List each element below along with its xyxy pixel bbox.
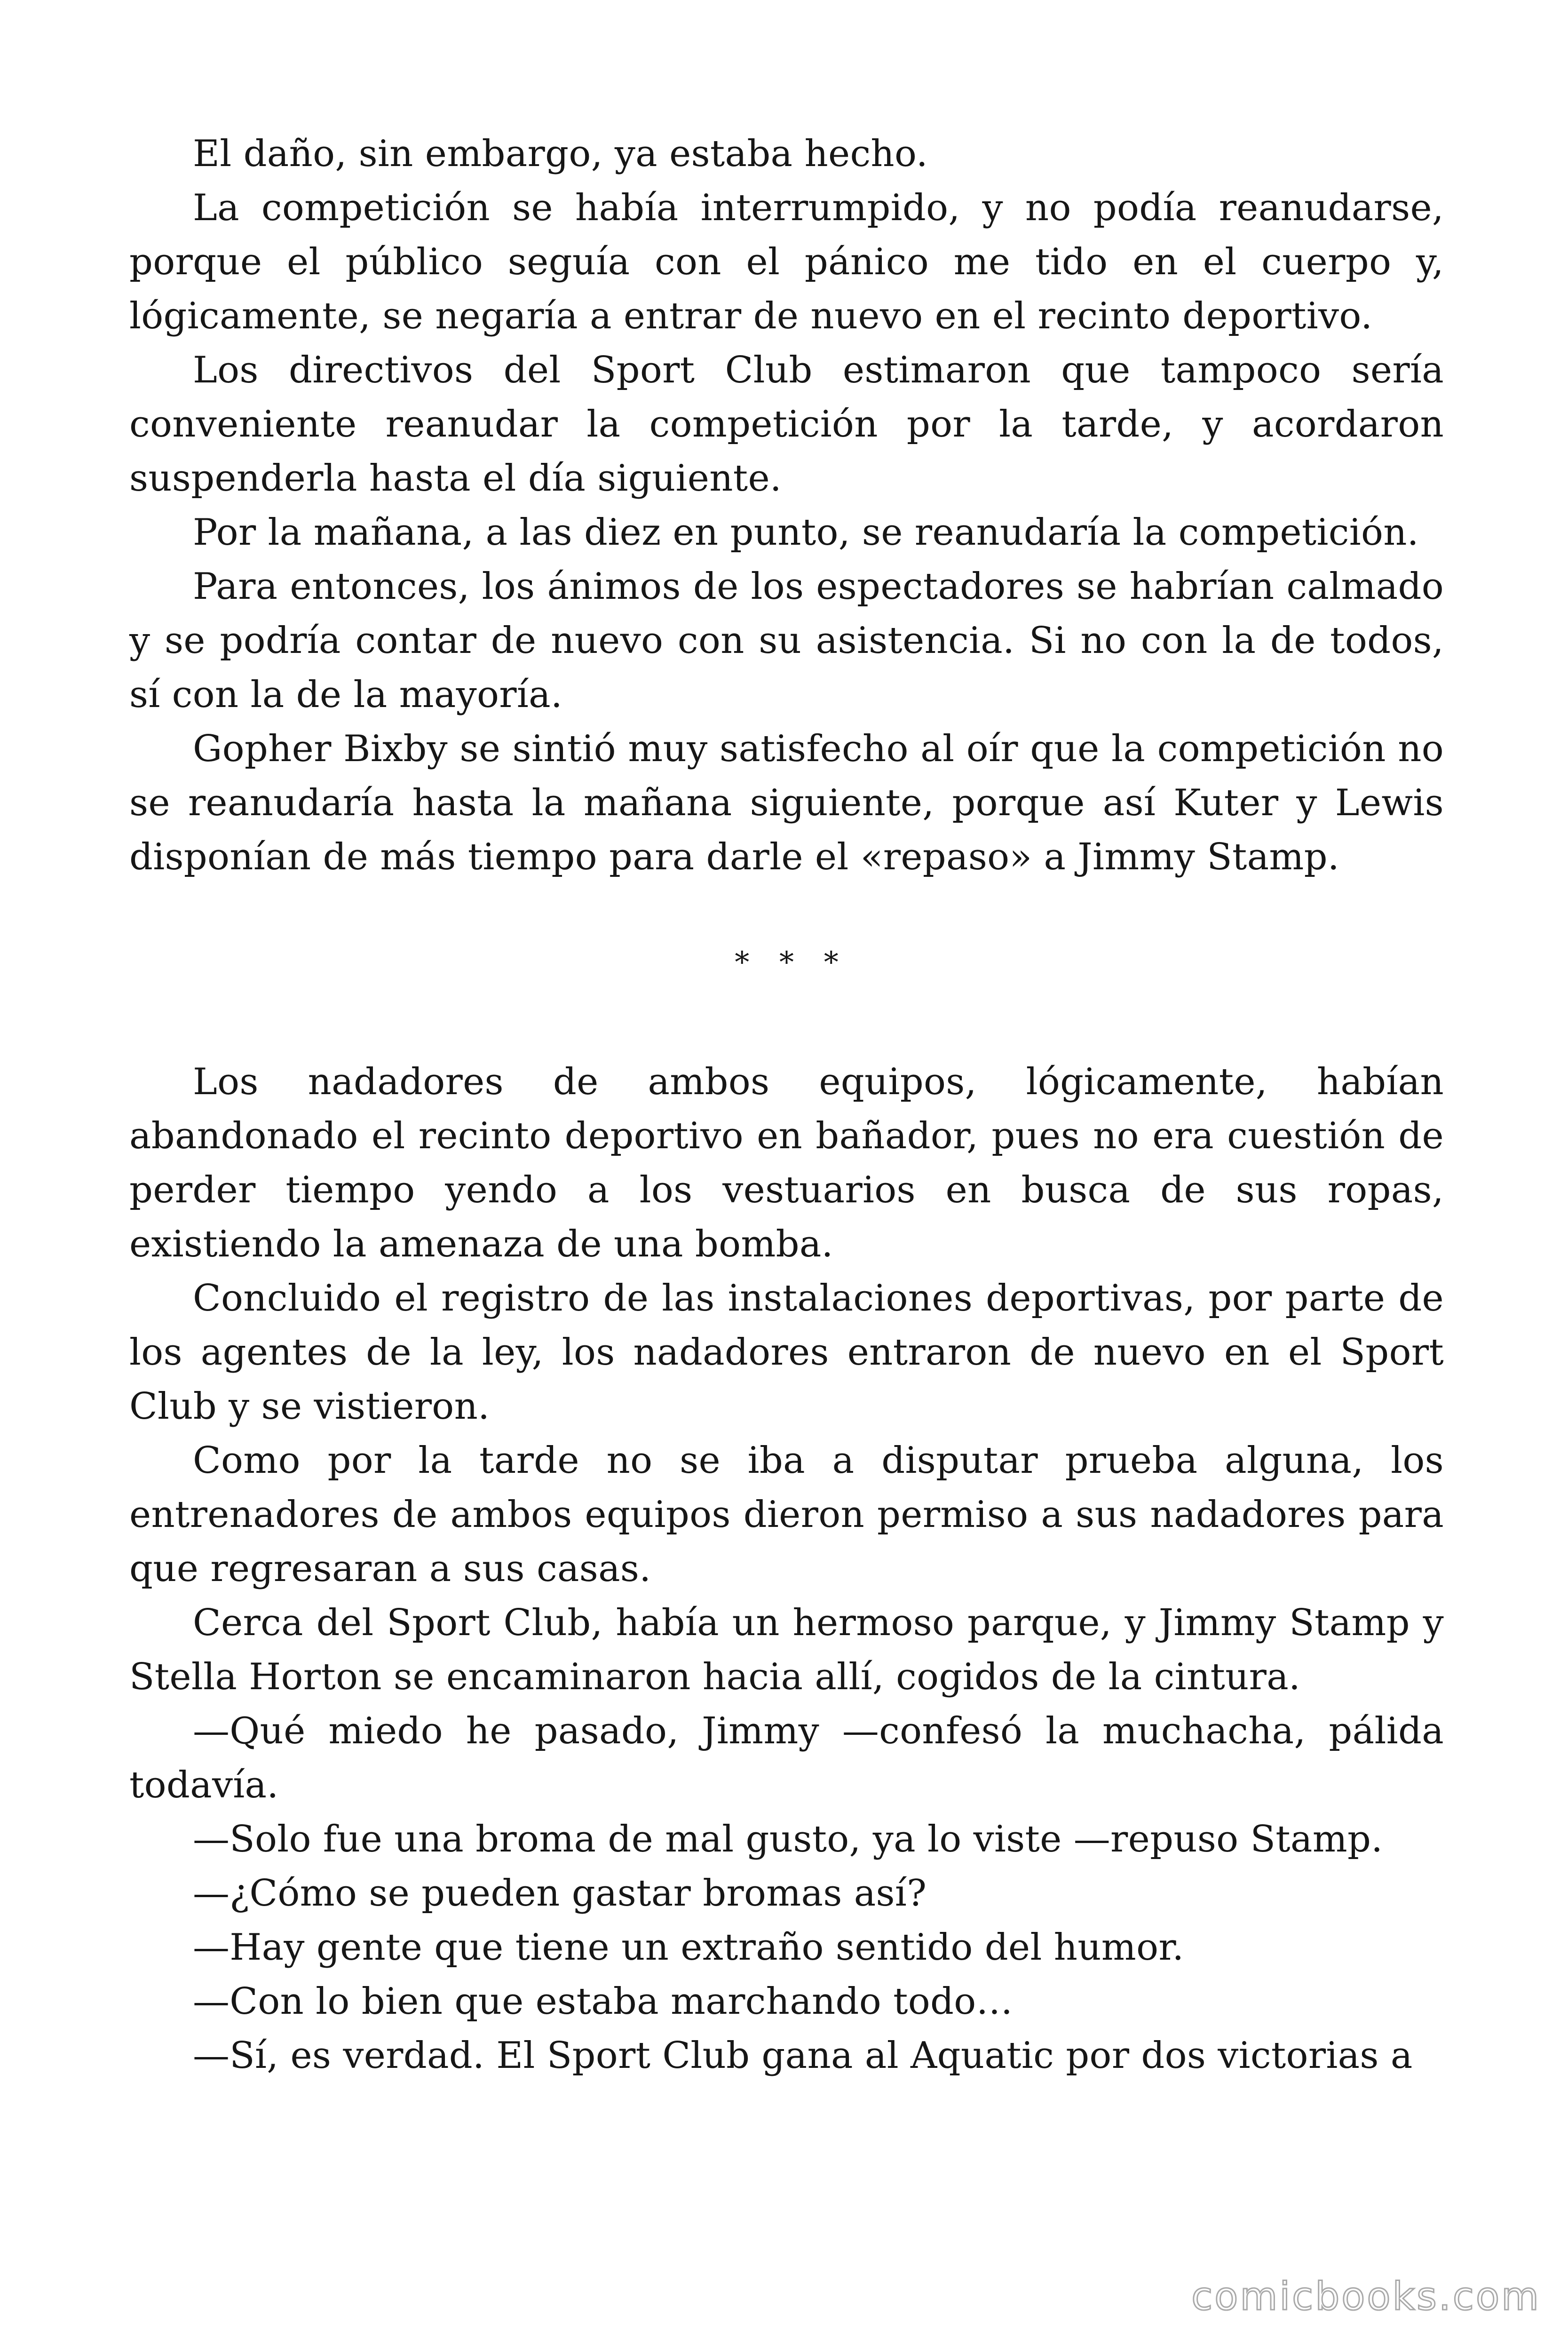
paragraph: Para entonces, los ánimos de los espectadores se habrían calmado y se podría contar de nuevo con su asistencia. Si no con la de todos, sí con la de la mayoría. <box>129 565 1444 716</box>
dialogue-line: —Solo fue una broma de mal gusto, ya lo viste —repuso Stamp. <box>193 1818 1383 1860</box>
dialogue-line: —Sí, es verdad. El Sport Club gana al Aquatic por dos victorias a <box>193 2034 1413 2077</box>
dialogue-line: —Hay gente que tiene un extraño sentido del humor. <box>193 1926 1184 1969</box>
paragraph: Como por la tarde no se iba a disputar prueba alguna, los entrenadores de ambos equipos dieron permiso a sus nadadores para que regresaran a sus casas. <box>129 1439 1444 1590</box>
paragraph: Los directivos del Sport Club estimaron que tampoco sería conveniente reanudar la competición por la tarde, y acordaron suspenderla hasta el día siguiente. <box>129 349 1444 500</box>
paragraph: Por la mañana, a las diez en punto, se reanudaría la competición. <box>193 511 1419 554</box>
dialogue-line: —Con lo bien que estaba marchando todo… <box>193 1980 1013 2023</box>
paragraph: Gopher Bixby se sintió muy satisfecho al oír que la competición no se reanudaría hasta la mañana siguiente, porque así Kuter y Lewis disponían de más tiempo para darle el «repaso» a Jimmy Stamp. <box>129 728 1444 878</box>
section-before-break <box>129 127 1444 884</box>
paragraph: Concluido el registro de las instalaciones deportivas, por parte de los agentes de la ley, los nadadores entraron de nuevo en el Sport Club y se vistieron. <box>129 1277 1444 1428</box>
dialogue-line: —Qué miedo he pasado, Jimmy —confesó la muchacha, pálida todavía. <box>129 1710 1444 1806</box>
paragraph: El daño, sin embargo, ya estaba hecho. <box>193 133 928 175</box>
paragraph: La competición se había interrumpido, y no podía reanudarse, porque el público seguía con el pánico me tido en el cuerpo y, lógicamente, se negaría a entrar de nuevo en el recinto deportivo. <box>129 187 1444 337</box>
book-page <box>129 127 1444 2083</box>
paragraph: Cerca del Sport Club, había un hermoso parque, y Jimmy Stamp y Stella Horton se encaminaron hacia allí, cogidos de la cintura. <box>129 1602 1444 1698</box>
section-after-break <box>129 1055 1444 2083</box>
paragraph: Los nadadores de ambos equipos, lógicamente, habían abandonado el recinto deportivo en bañador, pues no era cuestión de perder tiempo yendo a los vestuarios en busca de sus ropas, existiendo la amenaza de una bomba. <box>129 1061 1444 1265</box>
site-watermark: comicbooks.com <box>1191 2274 1541 2319</box>
scene-break-separator: * * * <box>735 945 849 979</box>
dialogue-line: —¿Cómo se pueden gastar bromas así? <box>193 1872 927 1915</box>
